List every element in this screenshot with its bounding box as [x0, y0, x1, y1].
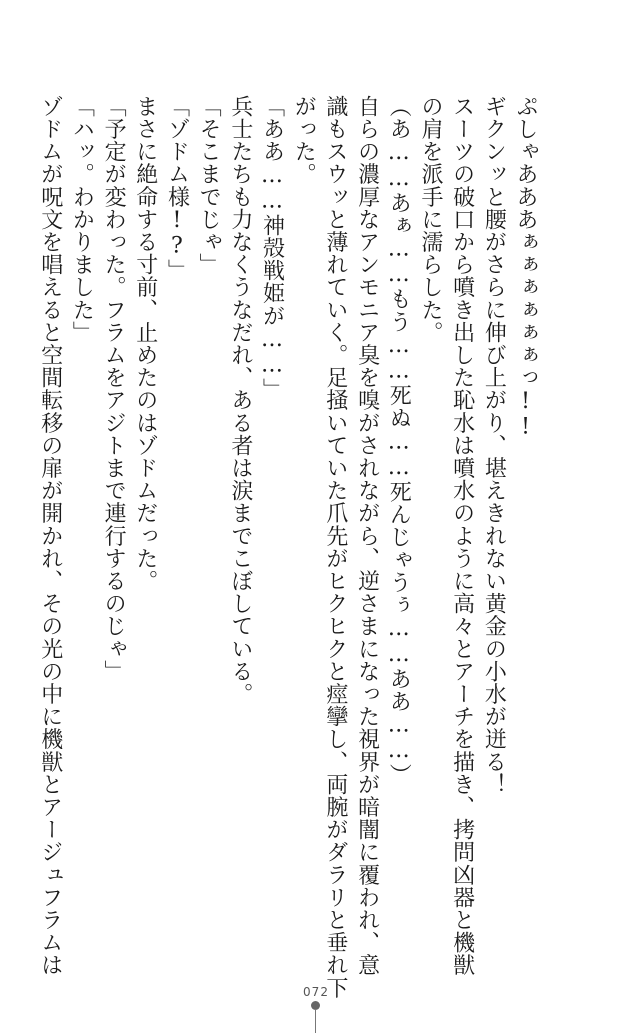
- text-line: 「そこまでじゃ」: [196, 95, 222, 276]
- text-line: 「ハッ。わかりました」: [69, 95, 95, 344]
- text-line: の肩を派手に濡らした。: [417, 95, 443, 344]
- page-number: 072: [303, 985, 329, 999]
- text-line: 「ゾドム様!?」: [164, 95, 190, 282]
- text-line: まさに絶命する寸前、止めたのはゾドムだった。: [132, 95, 158, 593]
- text-line: 「予定が変わった。フラムをアジトまで連行するのじゃ」: [101, 95, 127, 683]
- text-line: ぷしゃあああぁぁぁぁぁぁっ!!: [513, 95, 538, 440]
- text-line: がった。: [291, 95, 317, 186]
- text-line: スーツの破口から噴き出した恥水は噴水のように高々とアーチを描き、拷問凶器と機獣: [449, 95, 475, 977]
- text-line: （あ……あぁ……もう……死ぬ……死んじゃうぅ……ああ……）: [386, 95, 412, 787]
- text-line: ゾドムが呪文を唱えると空間転移の扉が開かれ、その光の中に機獣とアージュフラムは: [37, 95, 63, 977]
- text-line: 識もスウッと薄れていく。足掻いていた爪先がヒクヒクと痙攣し、両腕がダラリと垂れ下: [322, 95, 348, 999]
- text-line: 「ああ……神殻戦姫が……」: [259, 95, 285, 401]
- text-line: 自らの濃厚なアンモニア臭を嗅がされながら、逆さまになった視界が暗闇に覆われ、意: [354, 95, 380, 977]
- page-body: [36, 95, 539, 999]
- text-line: ギクンッと腰がさらに伸び上がり、堪えきれない黄金の小水が迸る！: [481, 95, 507, 796]
- page-marker-line: [315, 1009, 316, 1033]
- text-line: 兵士たちも力なくうなだれ、ある者は涙までこぼしている。: [227, 95, 253, 706]
